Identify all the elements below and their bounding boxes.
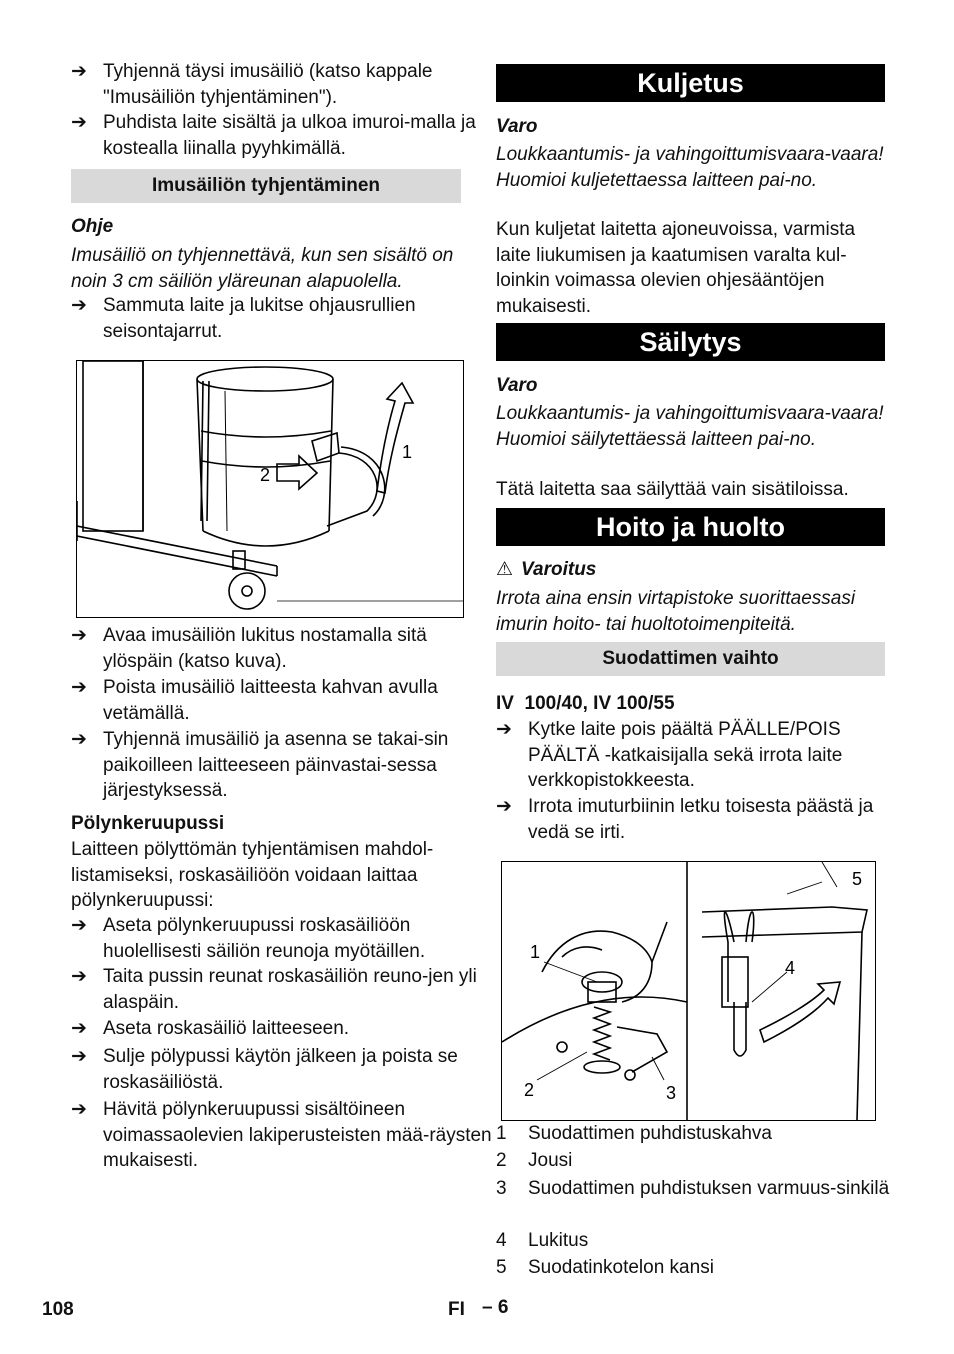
bullet-item: [71, 675, 495, 726]
bullet-item: [71, 727, 495, 804]
warning-triangle-icon: ⚠: [496, 559, 514, 580]
caution-text: Loukkaantumis- ja vahingoittumisvaara-vaara! Huomioi säilytettäessä laitteen pai-no.: [496, 403, 884, 450]
bullet-text: Puhdista laite sisältä ja ulkoa imuroi-malla ja kostealla liinalla pyyhkimällä.: [103, 112, 476, 159]
paragraph: Kun kuljetat laitetta ajoneuvoissa, varmista laite liukumisen ja kaatumisen varalta kul-loinkin voimassa olevien ohjesääntöjen mukaisesti.: [496, 219, 856, 317]
legend-number: 2: [496, 1150, 507, 1171]
legend-number: 4: [496, 1230, 507, 1251]
bullet-item: [71, 110, 495, 161]
arrow-right-icon: ➔: [71, 1046, 87, 1067]
section-heading-storage: Säilytys: [496, 323, 885, 361]
container-unlock-illustration: [77, 361, 463, 617]
warning-text: Irrota aina ensin virtapistoke suorittaessasi imurin hoito- tai huoltotoimenpiteitä.: [496, 588, 856, 635]
paragraph: Tätä laitetta saa säilyttää vain sisätiloissa.: [496, 479, 849, 500]
legend-text: Suodattimen puhdistuskahva: [528, 1123, 772, 1144]
legend-text: Suodatinkotelon kansi: [528, 1257, 714, 1278]
caution-label: Varo: [496, 375, 538, 396]
figure-label: 1: [530, 942, 541, 962]
figure-label: 5: [852, 869, 863, 889]
section-heading-transport: Kuljetus: [496, 64, 885, 102]
arrow-right-icon: ➔: [496, 796, 512, 817]
bullet-text: Sammuta laite ja lukitse ohjausrullien seisontajarrut.: [103, 295, 416, 342]
bullet-text: Tyhjennä täysi imusäiliö (katso kappale "Imusäiliön tyhjentäminen").: [103, 61, 433, 108]
legend-text: Suodattimen puhdistuksen varmuus-sinkilä: [528, 1178, 890, 1199]
arrow-right-icon: ➔: [71, 61, 87, 82]
bullet-item: [71, 1097, 495, 1174]
paragraph: Laitteen pölyttömän tyhjentämisen mahdol-listamiseksi, roskasäiliöön voidaan laittaa pölynkeruupussi:: [71, 839, 434, 911]
arrow-right-icon: ➔: [71, 295, 87, 316]
bullet-text: Tyhjennä imusäiliö ja asenna se takai-sin paikoilleen laitteeseen päinvastai-sessa järjestyksessä.: [103, 729, 449, 801]
bullet-text: Poista imusäiliö laitteesta kahvan avulla vetämällä.: [103, 677, 438, 724]
legend-text: Jousi: [528, 1150, 573, 1171]
section-heading-care: Hoito ja huolto: [496, 508, 885, 546]
figure-label: 2: [260, 465, 271, 485]
legend-number: 3: [496, 1178, 507, 1199]
figure-filter-cleaning: [501, 861, 876, 1121]
bullet-text: Hävitä pölynkeruupussi sisältöineen voimassaolevien lakiperusteisten mää-räysten mukaisesti.: [103, 1099, 492, 1171]
note-label: Ohje: [71, 216, 114, 237]
legend-number: 1: [496, 1123, 507, 1144]
bullet-text: Taita pussin reunat roskasäiliön reuno-jen yli alaspäin.: [103, 966, 477, 1013]
sub-page-number: – 6: [482, 1297, 509, 1318]
bullet-item: [71, 913, 495, 964]
bullet-text: Aseta roskasäiliö laitteeseen.: [103, 1018, 350, 1039]
arrow-right-icon: ➔: [71, 915, 87, 936]
caution-text: Loukkaantumis- ja vahingoittumisvaara-vaara! Huomioi kuljetettaessa laitteen pai-no.: [496, 144, 884, 191]
arrow-right-icon: ➔: [71, 729, 87, 750]
language-code: FI: [448, 1299, 465, 1320]
bullet-item: [71, 1016, 495, 1042]
legend-item: [496, 1176, 898, 1202]
bullet-text: Avaa imusäiliön lukitus nostamalla sitä ylöspäin (katso kuva).: [103, 625, 427, 672]
bullet-text: Irrota imuturbiinin letku toisesta päästä ja vedä se irti.: [528, 796, 874, 843]
model-heading: IV 100/40, IV 100/55: [496, 693, 675, 714]
arrow-right-icon: ➔: [71, 677, 87, 698]
bullet-item: [496, 717, 888, 794]
arrow-right-icon: ➔: [496, 719, 512, 740]
bullet-text: Aseta pölynkeruupussi roskasäiliöön huolellisesti säiliön reunoja myötäillen.: [103, 915, 426, 962]
figure-label: 3: [666, 1083, 677, 1103]
legend-item: [496, 1121, 918, 1147]
bullet-text: Sulje pölypussi käytön jälkeen ja poista se roskasäiliöstä.: [103, 1046, 458, 1093]
warning-label-row: [496, 557, 596, 583]
bullet-item: [71, 964, 495, 1015]
legend-number: 5: [496, 1257, 507, 1278]
note-text: Imusäiliö on tyhjennettävä, kun sen sisältö on noin 3 cm säiliön yläreunan alapuolella.: [71, 245, 454, 292]
figure-container-unlock: [76, 360, 464, 618]
legend-item: [496, 1255, 918, 1281]
bullet-item: [71, 293, 495, 344]
arrow-right-icon: ➔: [71, 966, 87, 987]
legend-item: [496, 1228, 918, 1254]
subsection-heading-filter: Suodattimen vaihto: [496, 642, 885, 676]
arrow-right-icon: ➔: [71, 1099, 87, 1120]
bullet-item: [71, 59, 495, 110]
bullet-item: [71, 623, 495, 674]
legend-item: [496, 1148, 918, 1174]
bullet-item: [71, 1044, 495, 1095]
arrow-right-icon: ➔: [71, 625, 87, 646]
legend-text: Lukitus: [528, 1230, 589, 1251]
figure-label: 4: [785, 958, 796, 978]
section-heading: Imusäiliön tyhjentäminen: [71, 169, 461, 203]
caution-label: Varo: [496, 116, 538, 137]
figure-label: 1: [402, 442, 413, 462]
page-number: 108: [42, 1299, 74, 1320]
bullet-item: [496, 794, 918, 845]
subheading: Pölynkeruupussi: [71, 813, 225, 834]
arrow-right-icon: ➔: [71, 112, 87, 133]
bullet-text: Kytke laite pois päältä PÄÄLLE/POIS PÄÄLTÄ -katkaisijalla sekä irrota laite verkkopistokkeesta.: [528, 719, 843, 791]
filter-cleaning-illustration: [502, 862, 875, 1120]
warning-label: Varoitus: [521, 559, 597, 580]
arrow-right-icon: ➔: [71, 1018, 87, 1039]
figure-label: 2: [524, 1080, 535, 1100]
